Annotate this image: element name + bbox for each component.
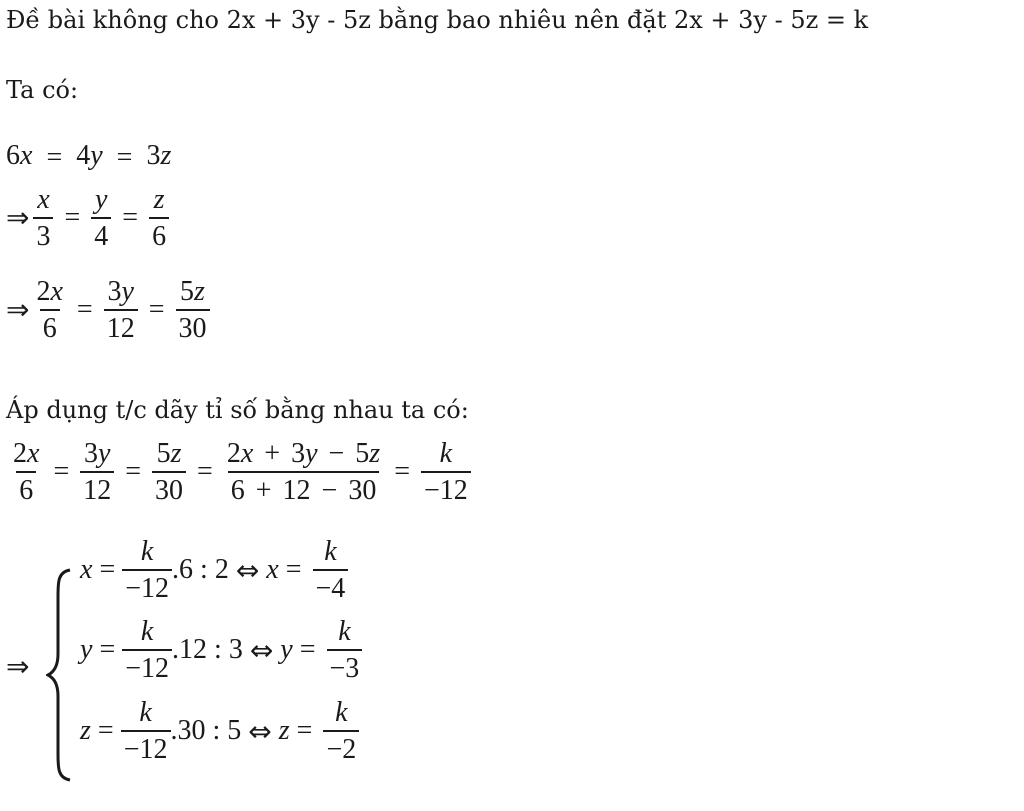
equation-property: $\frac{2x}{6}$ = $\frac{3y}{12}$ = $\frac{5z}{30}$ = $\frac{2x + 3y - 5z}{6 + 12 - 30}$ = $\frac{k}{-12}$ bbox=[6, 452, 475, 492]
fraction: $\frac{k}{-2}$ bbox=[323, 698, 359, 765]
fraction: $\frac{k}{-12}$ bbox=[122, 617, 172, 684]
iff-symbol: ⇔ bbox=[249, 633, 274, 667]
system-row-z: z = $\frac{k}{-12}$ .30 : 5 ⇔ z = $\frac{k}{-2}$ bbox=[80, 711, 363, 751]
fraction: $\frac{2x}{6}$ bbox=[36, 275, 63, 344]
fraction: $\frac{k}{-12}$ bbox=[121, 698, 171, 765]
intro-text: Đề bài không cho 2x + 3y - 5z bằng bao nhiêu nên đặt 2x + 3y - 5z = k bbox=[6, 6, 869, 34]
implies-symbol: ⇒ bbox=[6, 203, 30, 234]
ta-co-text: Ta có: bbox=[6, 76, 79, 104]
implies-symbol: ⇒ bbox=[6, 295, 30, 326]
fraction: $\frac{3y}{12}$ bbox=[80, 439, 114, 506]
iff-symbol: ⇔ bbox=[235, 553, 260, 587]
iff-symbol: ⇔ bbox=[248, 714, 272, 748]
fraction: $\frac{5z}{30}$ bbox=[176, 277, 210, 344]
fraction: $\frac{5z}{30}$ bbox=[152, 439, 186, 506]
system-row-y: y = $\frac{k}{-12}$ .12 : 3 ⇔ y = $\frac{k}{-3}$ bbox=[80, 630, 366, 670]
fraction: $\frac{k}{-4}$ bbox=[313, 537, 349, 604]
fraction: $\frac{z}{6}$ bbox=[149, 185, 169, 252]
fraction: $\frac{2x}{6}$ bbox=[13, 437, 40, 506]
left-brace bbox=[46, 566, 76, 784]
fraction: $\frac{k}{-12}$ bbox=[122, 537, 172, 604]
equation-proportion: 6x = 4y = 3z bbox=[6, 140, 172, 173]
result-fraction: $\frac{k}{-12}$ bbox=[421, 439, 471, 506]
fraction: $\frac{3y}{12}$ bbox=[104, 277, 138, 344]
implies-symbol: ⇒ bbox=[6, 650, 30, 683]
combined-fraction: $\frac{2x + 3y - 5z}{6 + 12 - 30}$ bbox=[226, 437, 381, 506]
fraction: $\frac{x}{3}$ bbox=[33, 185, 53, 252]
equation-scaled-ratios: ⇒ $\frac{2x}{6}$ = $\frac{3y}{12}$ = $\frac{5z}{30}$ bbox=[6, 290, 214, 330]
fraction: $\frac{k}{-3}$ bbox=[327, 617, 363, 684]
fraction: $\frac{y}{4}$ bbox=[91, 185, 111, 252]
apply-text: Áp dụng t/c dãy tỉ số bằng nhau ta có: bbox=[6, 396, 469, 424]
system-row-x: x = $\frac{k}{-12}$ .6 : 2 ⇔ x = $\frac{k}{-4}$ bbox=[80, 550, 352, 590]
equation-ratios: ⇒ $\frac{x}{3}$ = $\frac{y}{4}$ = $\frac{z}{6}$ bbox=[6, 198, 173, 238]
